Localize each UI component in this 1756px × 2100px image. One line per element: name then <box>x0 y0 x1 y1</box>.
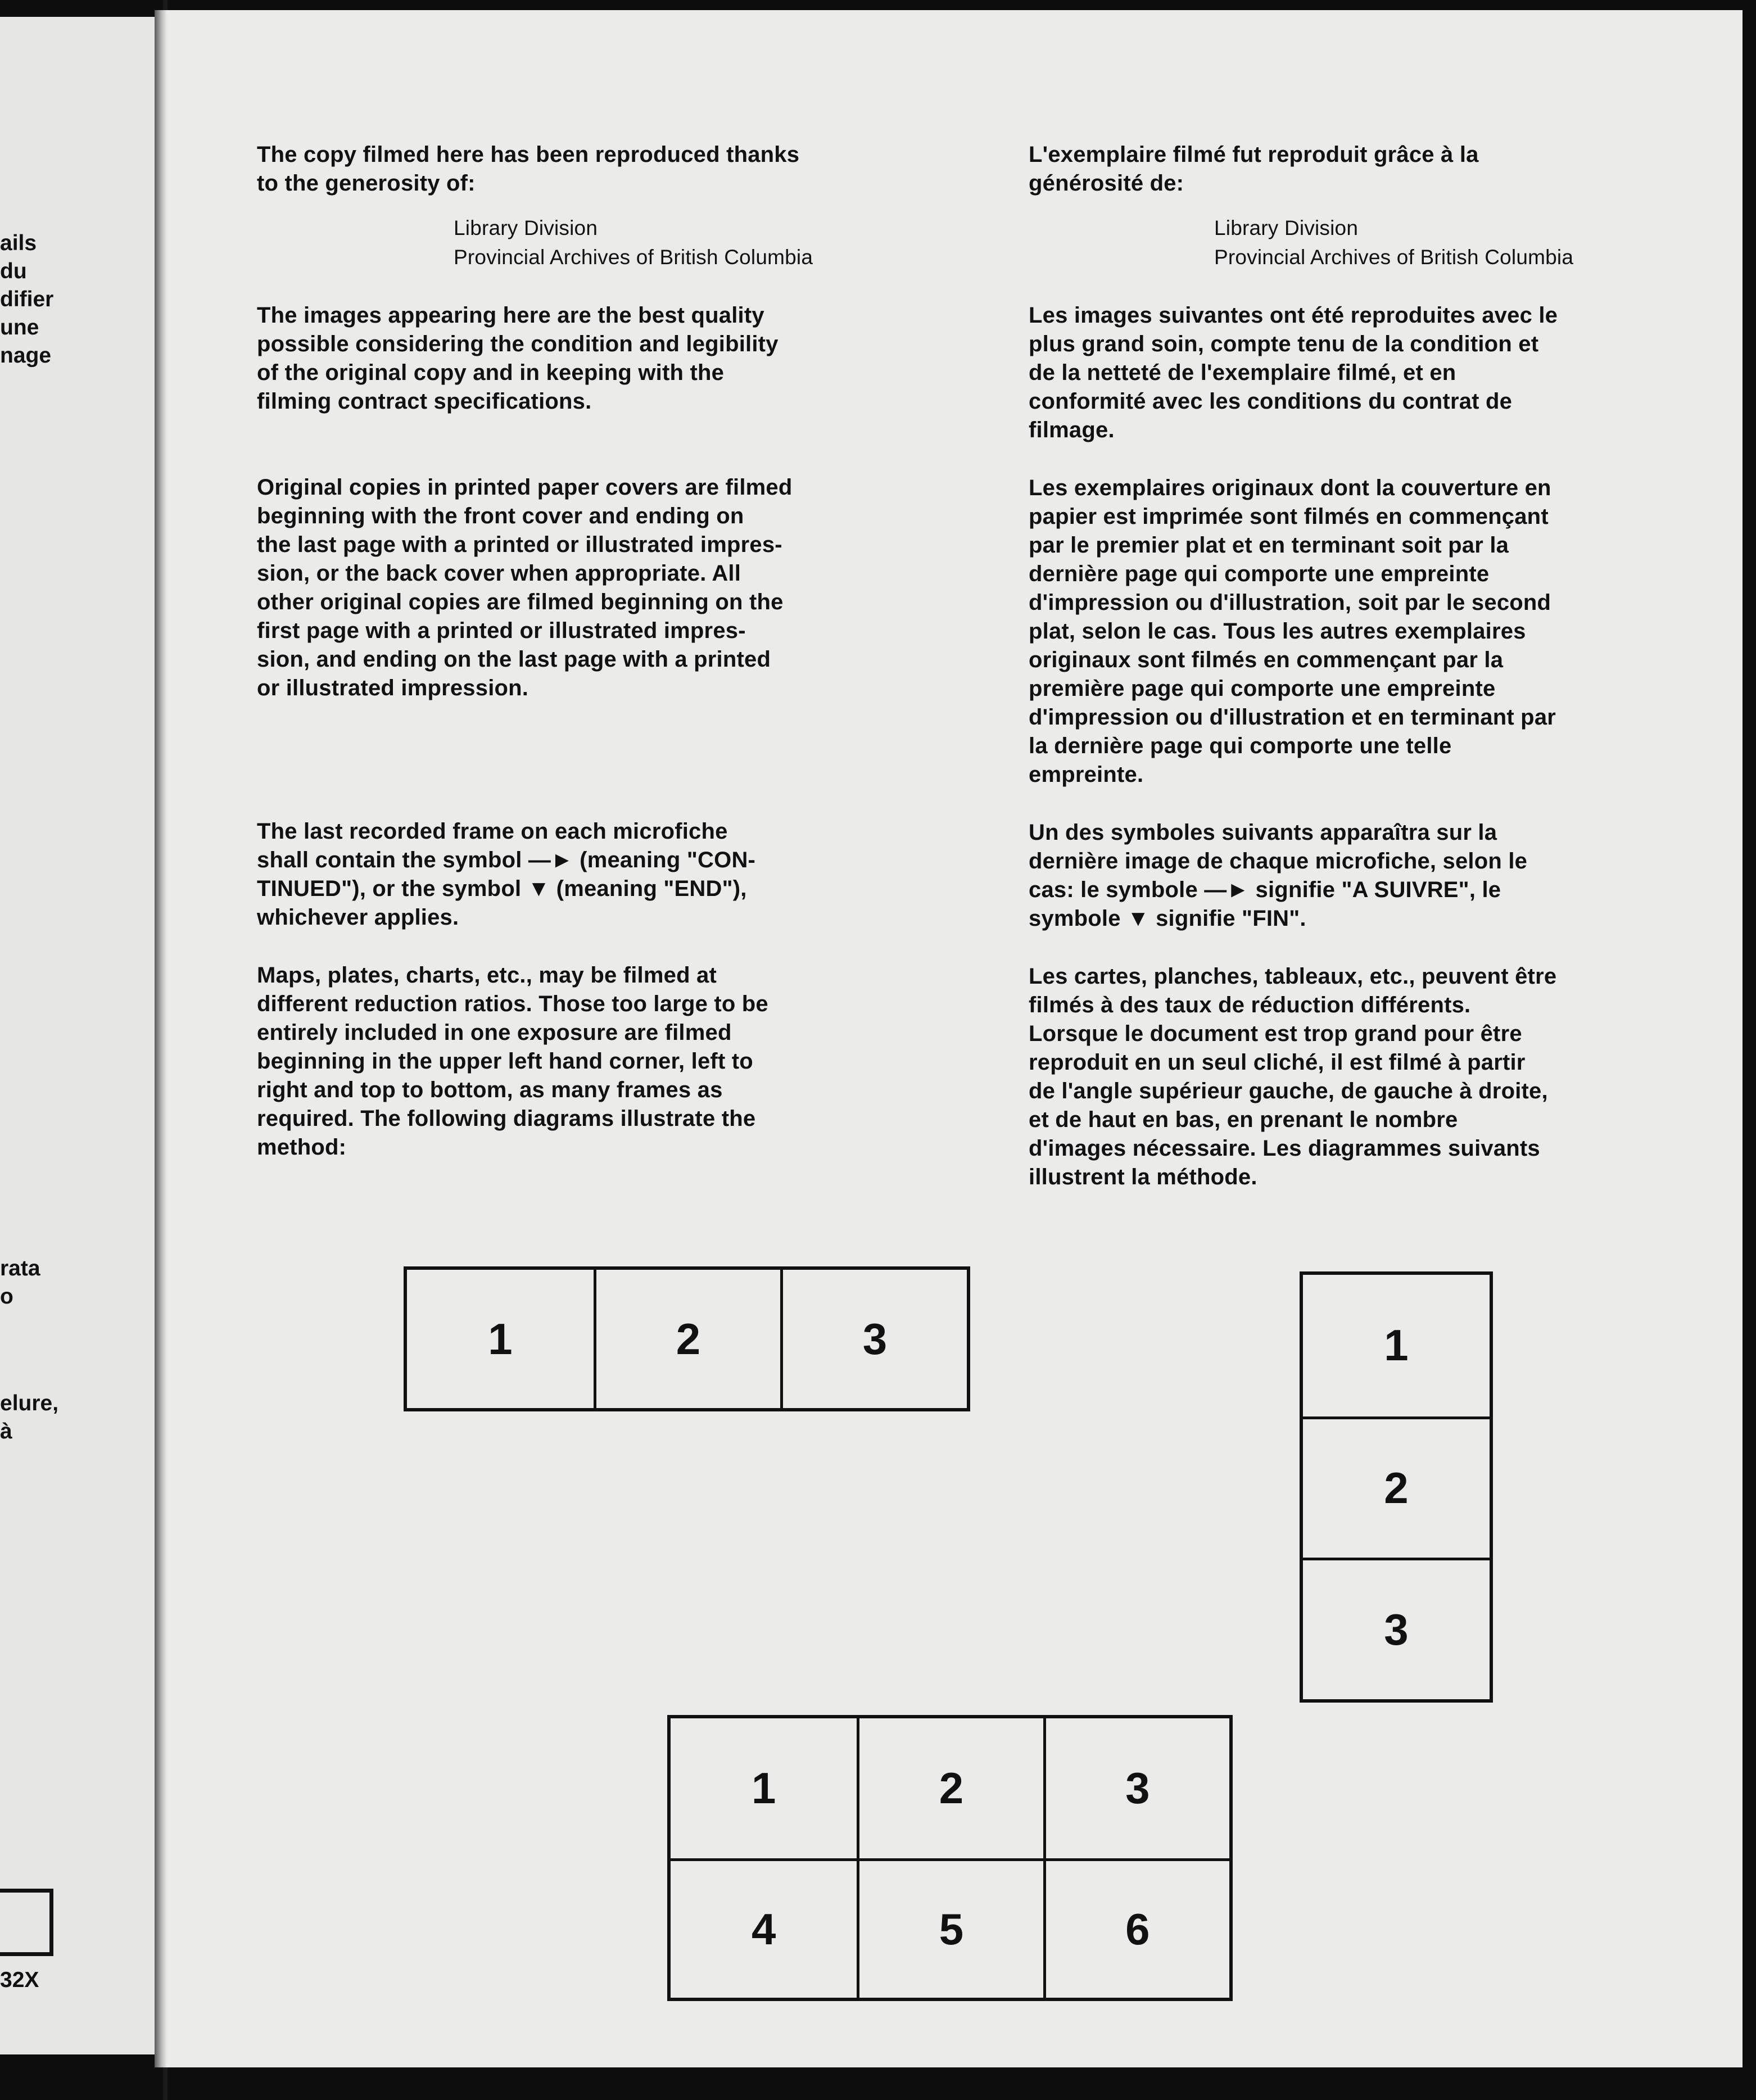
fragment-line: difier <box>0 287 54 311</box>
vertical-frames-diagram <box>1300 1271 1493 1703</box>
frame-cell: 3 <box>780 1270 967 1408</box>
fragment-line: o <box>0 1284 13 1309</box>
frame-cell: 4 <box>671 1858 857 1998</box>
fragment-line: du <box>0 259 27 283</box>
frame-cell: 2 <box>594 1270 780 1408</box>
french-credit-line-2: Provincial Archives of British Columbia <box>1214 246 1574 269</box>
french-column <box>1029 141 1731 1192</box>
fragment-line: nage <box>0 343 52 368</box>
grid-frames-diagram <box>667 1715 1233 2001</box>
english-intro: The copy filmed here has been reproduced thanks to the generosity of: <box>257 142 800 196</box>
fragment-line: ails <box>0 231 37 255</box>
fragment-line: rata <box>0 1256 40 1280</box>
frame-cell: 2 <box>1303 1416 1490 1558</box>
french-symbol-paragraph: Un des symboles suivants apparaîtra sur la dernière image de chaque microfiche, selon le cas: le symbole —► signifie "A SUIVRE", le symbole ▼ signifie "FIN". <box>1029 820 1528 931</box>
english-symbol-paragraph: The last recorded frame on each microfiche shall contain the symbol —► (meaning "CON- TINUED"), or the symbol ▼ (meaning "END"), whichever applies. <box>257 819 756 930</box>
fragment-line: elure, <box>0 1391 59 1415</box>
page-edge-shadow <box>155 10 167 2067</box>
english-credit-line-1: Library Division <box>454 216 598 239</box>
reduction-caption: 32X <box>0 1968 39 1992</box>
frame-cell: 3 <box>1303 1558 1490 1699</box>
fragment-line: à <box>0 1419 12 1443</box>
frame-cell: 6 <box>1043 1858 1229 1998</box>
french-intro: L'exemplaire filmé fut reproduit grâce à la générosité de: <box>1029 142 1479 196</box>
english-quality-paragraph: The images appearing here are the best quality possible considering the condition and legibility of the original copy and in keeping with the filming contract specifications. <box>257 303 779 414</box>
english-column <box>257 141 954 1162</box>
english-maps-paragraph: Maps, plates, charts, etc., may be filmed at different reduction ratios. Those too large to be entirely included in one exposure are filmed beginning in the upper left hand corner, left to right and top to bottom, as many frames as required. The following diagrams illustrate the method: <box>257 963 768 1160</box>
english-filming-order-paragraph: Original copies in printed paper covers are filmed beginning with the front cover and ending on the last page with a printed or illustrated impres- sion, or the back cover when appropriate. All other original copies are filmed beginning on the first page with a printed or illustrated impres- sion, and ending on the last page with a printed or illustrated impression. <box>257 475 793 700</box>
frame-cell: 5 <box>857 1858 1043 1998</box>
frame-cell: 3 <box>1043 1718 1229 1858</box>
french-quality-paragraph: Les images suivantes ont été reproduites avec le plus grand soin, compte tenu de la condition et de la netteté de l'exemplaire filmé, et en conformité avec les conditions du contrat de filmage. <box>1029 303 1558 442</box>
frame-cell: 1 <box>488 1314 513 1364</box>
french-maps-paragraph: Les cartes, planches, tableaux, etc., peuvent être filmés à des taux de réduction différents. Lorsque le document est trop grand pour être reproduit en un seul cliché, il est filmé à partir de l'angle supérieur gauche, de gauche à droite, et de haut en bas, en prenant le nombre d'images nécessaire. Les diagrammes suivants illustrent la méthode. <box>1029 964 1557 1189</box>
reduction-box <box>0 1889 53 1956</box>
frame-cell: 1 <box>1384 1320 1409 1370</box>
frame-cell: 2 <box>857 1718 1043 1858</box>
french-credit-line-1: Library Division <box>1214 216 1359 239</box>
english-credit-line-2: Provincial Archives of British Columbia <box>454 246 813 269</box>
french-filming-order-paragraph: Les exemplaires originaux dont la couverture en papier est imprimée sont filmés en commençant par le premier plat et en terminant soit par la dernière page qui comporte une empreinte d'impression ou d'illustration, soit par le second plat, selon le cas. Tous les autres exemplaires originaux sont filmés en commençant par la première page qui comporte une empreinte d'impression ou d'illustration et en terminant par la dernière page qui comporte une telle empreinte. <box>1029 476 1556 787</box>
adjacent-page-fragment <box>0 17 163 2054</box>
horizontal-frames-diagram <box>404 1266 970 1411</box>
fragment-line: une <box>0 315 39 340</box>
frame-cell: 1 <box>751 1763 776 1813</box>
